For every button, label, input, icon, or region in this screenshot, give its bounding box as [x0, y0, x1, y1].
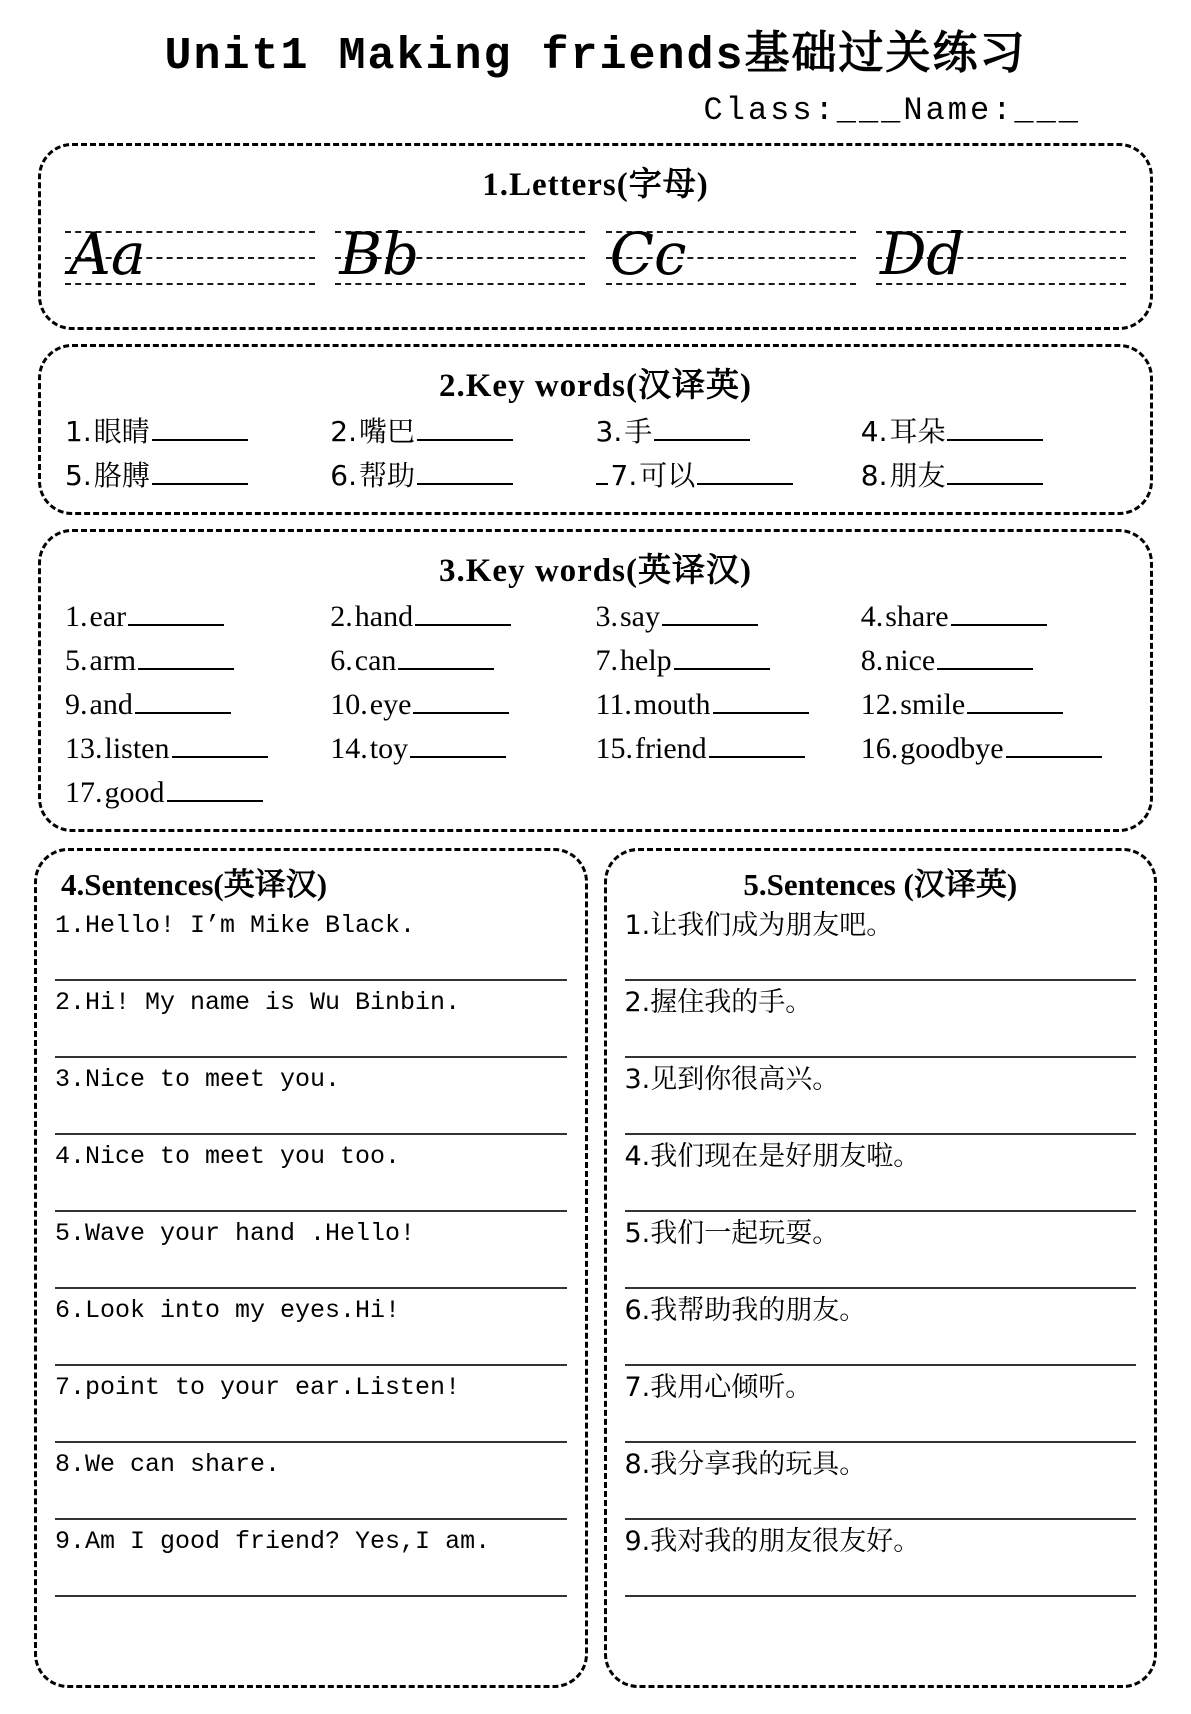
answer-blank[interactable] [947, 457, 1043, 485]
word-term: 可以 [639, 459, 696, 492]
word-number: 5. [65, 459, 92, 492]
word-term: 朋友 [889, 459, 946, 492]
word-number: 15. [595, 732, 633, 765]
answer-line[interactable] [55, 1485, 567, 1520]
answer-line[interactable] [625, 1254, 1137, 1289]
word-number: 7. [595, 644, 618, 677]
letter-glyph: Aa [69, 220, 146, 288]
word-term: 眼睛 [93, 415, 150, 448]
answer-line[interactable] [625, 1485, 1137, 1520]
letters-row [59, 211, 1132, 313]
word-number: 6. [330, 644, 353, 677]
sentence-text: 8.我分享我的玩具。 [624, 1449, 867, 1480]
answer-blank[interactable] [398, 642, 494, 670]
answer-blank[interactable] [654, 413, 750, 441]
word-term: 耳朵 [889, 415, 946, 448]
sentence-item [623, 1522, 1139, 1597]
sentence-text: 7.point to your ear.Listen! [55, 1373, 461, 1402]
sentence-item [53, 1214, 569, 1289]
answer-blank[interactable] [138, 642, 234, 670]
word-term: hand [354, 600, 414, 633]
word-number: 4. [860, 600, 884, 633]
sentence-text: 4.Nice to meet you too. [55, 1142, 401, 1171]
answer-blank[interactable] [167, 774, 263, 802]
answer-blank[interactable] [128, 598, 224, 626]
sentence-text: 1.让我们成为朋友吧。 [624, 910, 894, 941]
word-item[interactable] [65, 773, 330, 813]
word-item[interactable] [65, 456, 330, 496]
answer-blank[interactable] [709, 730, 805, 758]
word-number: 2. [330, 600, 353, 633]
word-number: 6. [330, 459, 357, 492]
answer-blank[interactable] [947, 413, 1043, 441]
letter-glyph: Dd [879, 220, 964, 288]
answer-blank[interactable] [937, 642, 1033, 670]
answer-blank[interactable] [152, 413, 248, 441]
sentence-text: 1.Hello! I’m Mike Black. [55, 911, 416, 940]
word-number: 17. [65, 776, 103, 809]
letter-practice-cell[interactable] [606, 217, 856, 303]
sentence-text: 9.Am I good friend? Yes,I am. [55, 1527, 491, 1556]
answer-line[interactable] [625, 1177, 1137, 1212]
sentence-columns [34, 848, 1157, 1688]
sentence-text: 5.我们一起玩耍。 [624, 1218, 840, 1249]
answer-line[interactable] [625, 1408, 1137, 1443]
sentence-item [623, 1445, 1139, 1520]
answer-blank[interactable] [713, 686, 809, 714]
sentence-text: 3.Nice to meet you. [55, 1065, 341, 1094]
word-item[interactable] [861, 597, 1126, 637]
word-term: 嘴巴 [358, 415, 415, 448]
sentence-item [53, 1291, 569, 1366]
word-item[interactable] [861, 456, 1126, 496]
word-term: friend [635, 732, 707, 765]
keywords-en-grid [59, 597, 1132, 815]
section-letters [38, 143, 1153, 330]
word-term: and [89, 688, 133, 721]
word-number: 8. [860, 459, 888, 492]
word-item[interactable] [330, 456, 595, 496]
sentence-text: 8.We can share. [55, 1450, 281, 1479]
answer-blank[interactable] [415, 598, 511, 626]
word-number: 1. [65, 415, 92, 448]
sentence-text: 3.见到你很高兴。 [624, 1064, 840, 1095]
word-term: arm [89, 644, 137, 677]
word-number: 9. [65, 688, 88, 721]
class-label: Class:___ [703, 92, 904, 129]
word-term: help [620, 644, 672, 677]
word-item[interactable] [330, 641, 595, 681]
letter-glyph: Bb [339, 220, 420, 288]
word-term: eye [369, 688, 412, 721]
sentence-item [623, 1368, 1139, 1443]
word-number: 16. [860, 732, 899, 765]
section-sentences-cn-title: 5.Sentences (汉译英) [743, 867, 1018, 902]
sentence-item [623, 1137, 1139, 1212]
word-number: 12. [860, 688, 899, 721]
word-item[interactable] [65, 729, 330, 769]
word-term: smile [900, 688, 966, 721]
sentence-item [53, 906, 569, 981]
word-term: 胳膊 [93, 459, 150, 492]
word-item[interactable] [596, 412, 861, 452]
answer-blank[interactable] [413, 686, 509, 714]
answer-blank[interactable] [417, 457, 513, 485]
answer-blank[interactable] [1006, 730, 1102, 758]
word-term: ear [89, 600, 127, 633]
word-number: 11. [595, 688, 632, 721]
sentence-text: 2.Hi! My name is Wu Binbin. [55, 988, 461, 1017]
word-term: 帮助 [358, 459, 415, 492]
section-keywords-en [38, 529, 1153, 832]
worksheet-page [0, 30, 1191, 1714]
word-number: 7. [610, 459, 638, 492]
section-sentences-en [34, 848, 588, 1688]
section-keywords-cn [38, 344, 1153, 515]
section-keywords-cn-title: 2.Key words(汉译英) [439, 368, 752, 404]
page-title: Unit1 Making friends基础过关练习 [164, 31, 1027, 82]
section-sentences-cn [604, 848, 1158, 1688]
word-number: 1. [65, 600, 88, 633]
letter-practice-cell[interactable] [65, 217, 315, 303]
answer-blank[interactable] [967, 686, 1063, 714]
answer-blank[interactable] [662, 598, 758, 626]
answer-line[interactable] [625, 946, 1137, 981]
section-sentences-en-title: 4.Sentences(英译汉) [61, 867, 328, 902]
word-term: nice [885, 644, 936, 677]
answer-line[interactable] [55, 1023, 567, 1058]
letter-practice-cell[interactable] [335, 217, 585, 303]
answer-line[interactable] [55, 1254, 567, 1289]
sentence-item [623, 1291, 1139, 1366]
answer-line[interactable] [625, 1562, 1137, 1597]
word-item[interactable] [65, 685, 330, 725]
word-term: toy [369, 732, 409, 765]
answer-line[interactable] [55, 1100, 567, 1135]
keywords-cn-grid [59, 412, 1132, 498]
answer-line[interactable] [625, 1023, 1137, 1058]
word-item[interactable] [330, 729, 595, 769]
word-item[interactable] [596, 685, 861, 725]
letter-glyph: Cc [609, 220, 687, 288]
sentence-text: 9.我对我的朋友很友好。 [624, 1526, 921, 1557]
answer-blank[interactable] [697, 457, 793, 485]
word-item[interactable] [65, 597, 330, 637]
class-name-line [0, 92, 1191, 129]
answer-blank[interactable] [135, 686, 231, 714]
answer-line[interactable] [55, 1331, 567, 1366]
answer-blank[interactable] [951, 598, 1047, 626]
answer-blank[interactable] [410, 730, 506, 758]
word-item[interactable] [861, 685, 1126, 725]
sentence-item [53, 1060, 569, 1135]
word-term: share [885, 600, 949, 633]
word-term: 手 [624, 415, 653, 448]
word-number: 13. [65, 732, 103, 765]
answer-line[interactable] [625, 1331, 1137, 1366]
name-label: Name:___ [903, 92, 1081, 129]
section-letters-title: 1.Letters(字母) [482, 167, 709, 203]
answer-line[interactable] [625, 1100, 1137, 1135]
word-term: goodbye [900, 732, 1004, 765]
answer-line[interactable] [55, 1408, 567, 1443]
word-item[interactable] [330, 685, 595, 725]
answer-blank[interactable] [172, 730, 268, 758]
word-item[interactable] [596, 456, 861, 496]
word-term: listen [104, 732, 170, 765]
answer-line[interactable] [55, 1177, 567, 1212]
sentence-text: 6.我帮助我的朋友。 [624, 1295, 867, 1326]
word-number: 3. [595, 415, 623, 448]
answer-line[interactable] [55, 1562, 567, 1597]
word-item[interactable] [596, 597, 861, 637]
answer-blank[interactable] [674, 642, 770, 670]
word-item[interactable] [65, 412, 330, 452]
word-number: 4. [860, 415, 888, 448]
sentence-item [53, 1522, 569, 1597]
word-number: 8. [860, 644, 884, 677]
sentence-item [53, 1445, 569, 1520]
word-term: can [354, 644, 397, 677]
sentence-item [623, 1214, 1139, 1289]
sentence-text: 5.Wave your hand .Hello! [55, 1219, 416, 1248]
sentence-item [623, 1060, 1139, 1135]
word-item[interactable] [596, 729, 861, 769]
answer-blank[interactable] [417, 413, 513, 441]
word-term: say [620, 600, 660, 633]
word-number: 10. [330, 688, 368, 721]
word-item[interactable] [330, 412, 595, 452]
word-term: good [104, 776, 165, 809]
word-item[interactable] [596, 641, 861, 681]
word-number: 3. [595, 600, 618, 633]
word-item[interactable] [861, 412, 1126, 452]
word-term: mouth [633, 688, 711, 721]
word-number: 2. [330, 415, 357, 448]
section-keywords-en-title: 3.Key words(英译汉) [439, 553, 752, 589]
word-number: 14. [330, 732, 368, 765]
answer-blank[interactable] [152, 457, 248, 485]
sentence-text: 6.Look into my eyes.Hi! [55, 1296, 401, 1325]
stray-mark [596, 461, 608, 485]
answer-line[interactable] [55, 946, 567, 981]
word-item[interactable] [330, 597, 595, 637]
word-item[interactable] [861, 641, 1126, 681]
sentence-text: 7.我用心倾听。 [624, 1372, 813, 1403]
sentence-text: 4.我们现在是好朋友啦。 [624, 1141, 921, 1172]
sentence-item [623, 983, 1139, 1058]
word-number: 5. [65, 644, 88, 677]
sentence-item [53, 983, 569, 1058]
sentence-item [53, 1137, 569, 1212]
word-item[interactable] [65, 641, 330, 681]
letter-practice-cell[interactable] [876, 217, 1126, 303]
sentence-item [623, 906, 1139, 981]
word-item[interactable] [861, 729, 1126, 769]
sentence-text: 2.握住我的手。 [624, 987, 813, 1018]
sentence-item [53, 1368, 569, 1443]
